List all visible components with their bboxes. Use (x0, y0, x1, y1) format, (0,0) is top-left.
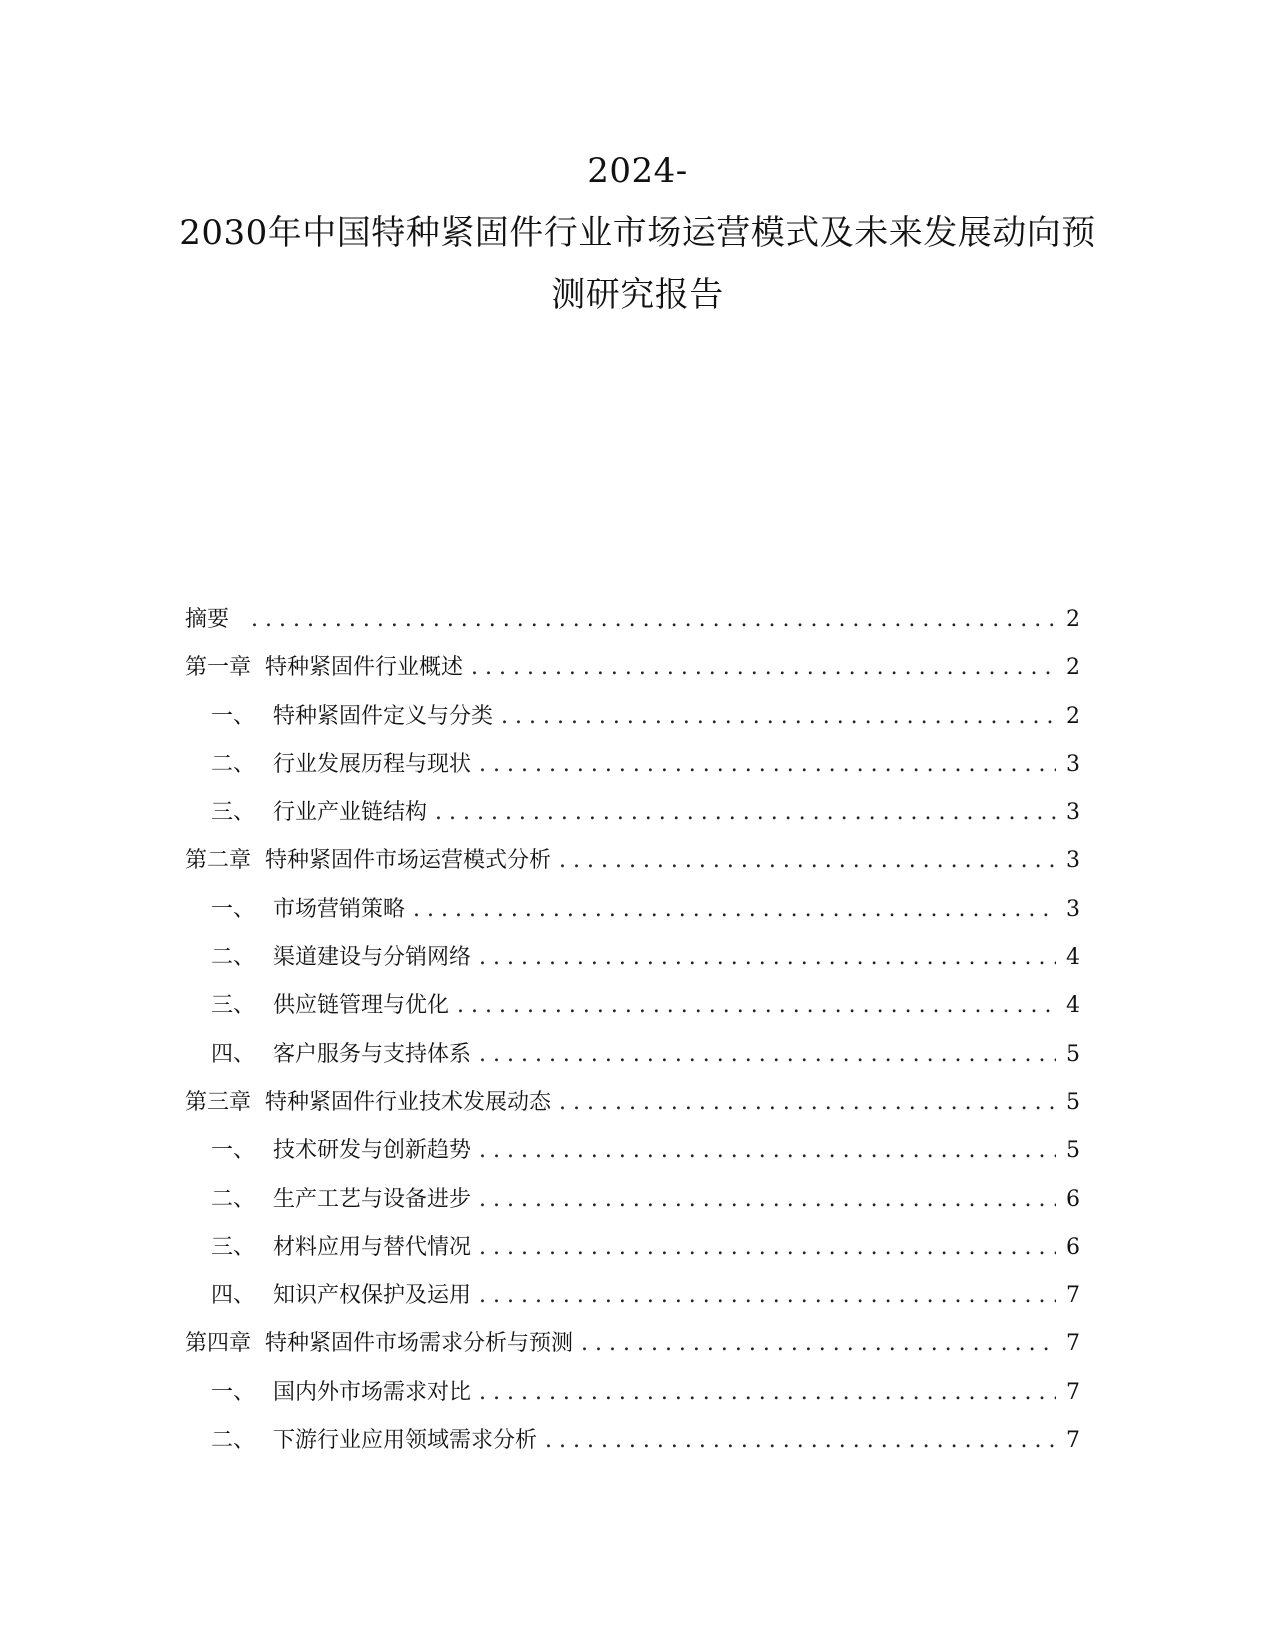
toc-section-number: 一、 (211, 896, 256, 922)
toc-section-number: 一、 (211, 703, 256, 729)
toc-leader-dots (479, 1127, 1056, 1175)
toc-entry-text: 渠道建设与分销网络 (273, 945, 472, 971)
toc-entry[interactable] (185, 934, 1080, 982)
toc-entry[interactable] (185, 1417, 1080, 1465)
toc-leader-dots (581, 1320, 1056, 1368)
table-of-contents (185, 596, 1080, 1465)
toc-leader-dots (479, 1369, 1056, 1417)
toc-page-number: 4 (1066, 993, 1080, 1019)
toc-entry-text: 下游行业应用领域需求分析 (273, 1428, 538, 1454)
toc-chapter-label: 第四章 (185, 1331, 252, 1357)
toc-page-number: 7 (1066, 1428, 1080, 1454)
toc-page-number: 6 (1066, 1234, 1080, 1260)
toc-entry[interactable] (185, 886, 1080, 934)
toc-page-number: 6 (1066, 1186, 1080, 1212)
toc-page-number: 2 (1066, 655, 1080, 681)
toc-entry[interactable] (185, 982, 1080, 1030)
toc-page-number: 7 (1066, 1331, 1080, 1357)
toc-entry-text: 特种紧固件市场需求分析与预测 (265, 1331, 574, 1357)
toc-chapter-label: 第二章 (185, 848, 252, 874)
toc-entry-text: 供应链管理与优化 (273, 993, 450, 1019)
report-title (150, 140, 1125, 326)
toc-page-number: 3 (1066, 896, 1080, 922)
toc-entry[interactable] (185, 596, 1080, 644)
toc-section-number: 二、 (211, 751, 256, 777)
toc-page-number: 5 (1066, 1041, 1080, 1067)
toc-leader-dots (501, 693, 1056, 741)
toc-entry-text: 材料应用与替代情况 (273, 1234, 472, 1260)
toc-entry[interactable] (185, 1031, 1080, 1079)
toc-entry-text: 市场营销策略 (273, 896, 406, 922)
toc-entry[interactable] (185, 1176, 1080, 1224)
toc-page-number: 3 (1066, 751, 1080, 777)
toc-section-number: 二、 (211, 1186, 256, 1212)
toc-leader-dots (457, 982, 1056, 1030)
toc-entry[interactable] (185, 837, 1080, 885)
toc-leader-dots (251, 596, 1056, 644)
toc-chapter-label: 第三章 (185, 1089, 252, 1115)
toc-section-number: 三、 (211, 993, 256, 1019)
toc-entry[interactable] (185, 1320, 1080, 1368)
toc-entry-text: 特种紧固件行业技术发展动态 (265, 1089, 552, 1115)
toc-section-number: 一、 (211, 1138, 256, 1164)
toc-section-number: 三、 (211, 800, 256, 826)
toc-section-number: 四、 (211, 1283, 256, 1309)
toc-leader-dots (559, 1079, 1056, 1127)
toc-entry[interactable] (185, 1079, 1080, 1127)
toc-leader-dots (435, 789, 1056, 837)
toc-leader-dots (479, 934, 1056, 982)
toc-entry[interactable] (185, 741, 1080, 789)
toc-section-number: 二、 (211, 1428, 256, 1454)
toc-leader-dots (479, 1272, 1056, 1320)
toc-leader-dots (479, 741, 1056, 789)
toc-entry[interactable] (185, 1224, 1080, 1272)
toc-entry[interactable] (185, 644, 1080, 692)
toc-leader-dots (479, 1031, 1056, 1079)
toc-section-number: 二、 (211, 945, 256, 971)
toc-entry[interactable] (185, 789, 1080, 837)
toc-page-number: 4 (1066, 945, 1080, 971)
toc-leader-dots (545, 1417, 1056, 1465)
toc-entry-text: 技术研发与创新趋势 (273, 1138, 472, 1164)
toc-page-number: 2 (1066, 703, 1080, 729)
toc-page-number: 5 (1066, 1089, 1080, 1115)
toc-page-number: 7 (1066, 1379, 1080, 1405)
toc-entry-text: 特种紧固件市场运营模式分析 (265, 848, 552, 874)
toc-entry-text: 知识产权保护及运用 (273, 1283, 472, 1309)
toc-section-number: 三、 (211, 1234, 256, 1260)
toc-entry-text: 行业发展历程与现状 (273, 751, 472, 777)
title-line-3: 测研究报告 (551, 275, 724, 315)
toc-section-number: 四、 (211, 1041, 256, 1067)
toc-section-number: 一、 (211, 1379, 256, 1405)
toc-page-number: 5 (1066, 1138, 1080, 1164)
toc-chapter-label: 摘要 (185, 607, 230, 632)
toc-entry[interactable] (185, 1127, 1080, 1175)
toc-entry[interactable] (185, 693, 1080, 741)
toc-entry-text: 生产工艺与设备进步 (273, 1186, 472, 1212)
toc-page-number: 3 (1066, 848, 1080, 874)
title-line-1: 2024- (587, 151, 688, 191)
toc-entry-text: 国内外市场需求对比 (273, 1379, 472, 1405)
toc-entry-text: 客户服务与支持体系 (273, 1041, 472, 1067)
toc-entry-text: 行业产业链结构 (273, 800, 428, 826)
toc-leader-dots (479, 1176, 1056, 1224)
toc-chapter-label: 第一章 (185, 655, 252, 681)
toc-leader-dots (559, 837, 1056, 885)
toc-page-number: 7 (1066, 1283, 1080, 1309)
toc-entry-text: 特种紧固件定义与分类 (273, 703, 494, 729)
toc-leader-dots (413, 886, 1056, 934)
toc-page-number: 2 (1066, 607, 1080, 632)
toc-leader-dots (471, 644, 1056, 692)
title-line-2: 2030年中国特种紧固件行业市场运营模式及未来发展动向预 (179, 213, 1096, 253)
toc-entry[interactable] (185, 1369, 1080, 1417)
toc-leader-dots (479, 1224, 1056, 1272)
toc-page-number: 3 (1066, 800, 1080, 826)
toc-entry-text: 特种紧固件行业概述 (265, 655, 464, 681)
toc-entry[interactable] (185, 1272, 1080, 1320)
